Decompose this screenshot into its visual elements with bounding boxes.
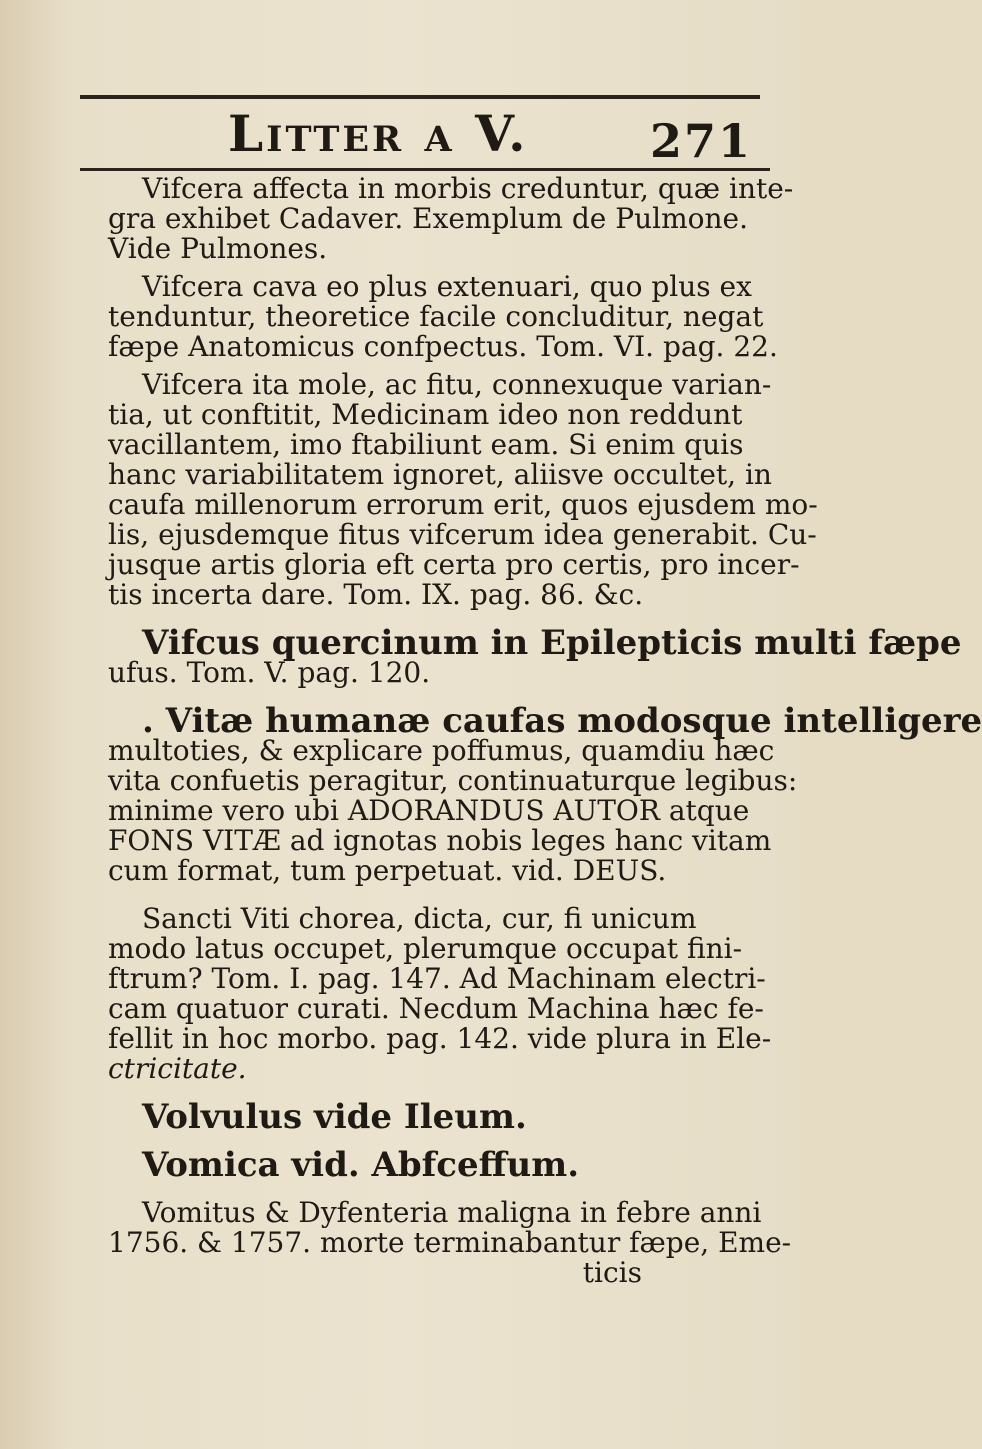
header-rule-top <box>80 95 760 99</box>
text-line: tia, ut conftitit, Medicinam ideo non reddunt <box>108 398 743 431</box>
catchword: ticis <box>582 1256 642 1289</box>
text-line: Vomitus & Dyfenteria maligna in febre anni <box>142 1196 762 1229</box>
text-line: cam quatuor curati. Necdum Machina hæc fe- <box>108 992 764 1025</box>
text-line: Sancti Viti chorea, dicta, cur, fi unicum <box>142 902 697 935</box>
text-line: multoties, & explicare poffumus, quamdiu hæc <box>108 734 775 767</box>
text-line: cum format, tum perpetuat. vid. DEUS. <box>108 854 667 887</box>
text-line: lis, ejusdemque fitus vifcerum idea generabit. Cu- <box>108 518 817 551</box>
text-line: Vomica vid. Abfceffum. <box>142 1145 580 1185</box>
text-line: ctricitate. <box>108 1052 247 1085</box>
entry-viscera-mole <box>108 368 818 611</box>
text-line: Vifcera cava eo plus extenuari, quo plus ex <box>142 270 752 303</box>
text-line: ufus. Tom. V. pag. 120. <box>108 656 431 689</box>
entry-vitae-humanae <box>108 701 982 887</box>
text-line: minime vero ubi ADORANDUS AUTOR atque <box>108 794 750 827</box>
text-line: Volvulus vide Ileum. <box>142 1097 527 1137</box>
entry-viscera-cava <box>108 270 778 363</box>
page-number: 271 <box>650 114 753 168</box>
entry-viscera-affecta <box>108 172 794 265</box>
text-line: tis incerta dare. Tom. IX. pag. 86. &c. <box>108 578 644 611</box>
entry-viscus-quercinum <box>108 623 962 689</box>
text-line: tenduntur, theoretice facile concluditur, negat <box>108 300 764 333</box>
text-body <box>108 172 982 1289</box>
text-line: Vifcera ita mole, ac fitu, connexuque varian- <box>142 368 772 401</box>
header-rule-bottom <box>80 168 770 171</box>
text-line: fæpe Anatomicus confpectus. Tom. VI. pag. 22. <box>108 330 778 363</box>
text-line: gra exhibet Cadaver. Exemplum de Pulmone. <box>108 202 748 235</box>
entry-vomica <box>108 1145 772 1185</box>
text-line: vita confuetis peragitur, continuaturque legibus: <box>108 764 798 797</box>
text-line: fellit in hoc morbo. pag. 142. vide plura in Ele- <box>108 1022 772 1055</box>
text-line: ftrum? Tom. I. pag. 147. Ad Machinam electri- <box>108 962 766 995</box>
entry-volvulus <box>108 1097 772 1137</box>
text-line: vacillantem, imo ftabiliunt eam. Si enim quis <box>108 428 744 461</box>
text-line: modo latus occupet, plerumque occupat fini- <box>108 932 743 965</box>
entry-sancti-viti-chorea <box>108 904 772 1084</box>
running-title: Litter a V. <box>228 104 529 163</box>
text-line: Vide Pulmones. <box>108 232 328 265</box>
text-line: . Vitæ humanæ caufas modosque intelligere <box>142 701 982 741</box>
running-header <box>0 100 800 168</box>
text-line: Vifcus quercinum in Epilepticis multi fæpe <box>142 623 962 663</box>
text-line: jusque artis gloria eft certa pro certis, pro incer- <box>108 548 800 581</box>
text-line: 1756. & 1757. morte terminabantur fæpe, Eme- <box>108 1226 792 1259</box>
text-line: FONS VITÆ ad ignotas nobis leges hanc vitam <box>108 824 772 857</box>
text-line: hanc variabilitatem ignoret, aliisve occultet, in <box>108 458 772 491</box>
text-line: caufa millenorum errorum erit, quos ejusdem mo- <box>108 488 818 521</box>
text-line: Vifcera affecta in morbis creduntur, quæ inte- <box>142 172 794 205</box>
entry-vomitus <box>108 1196 792 1289</box>
